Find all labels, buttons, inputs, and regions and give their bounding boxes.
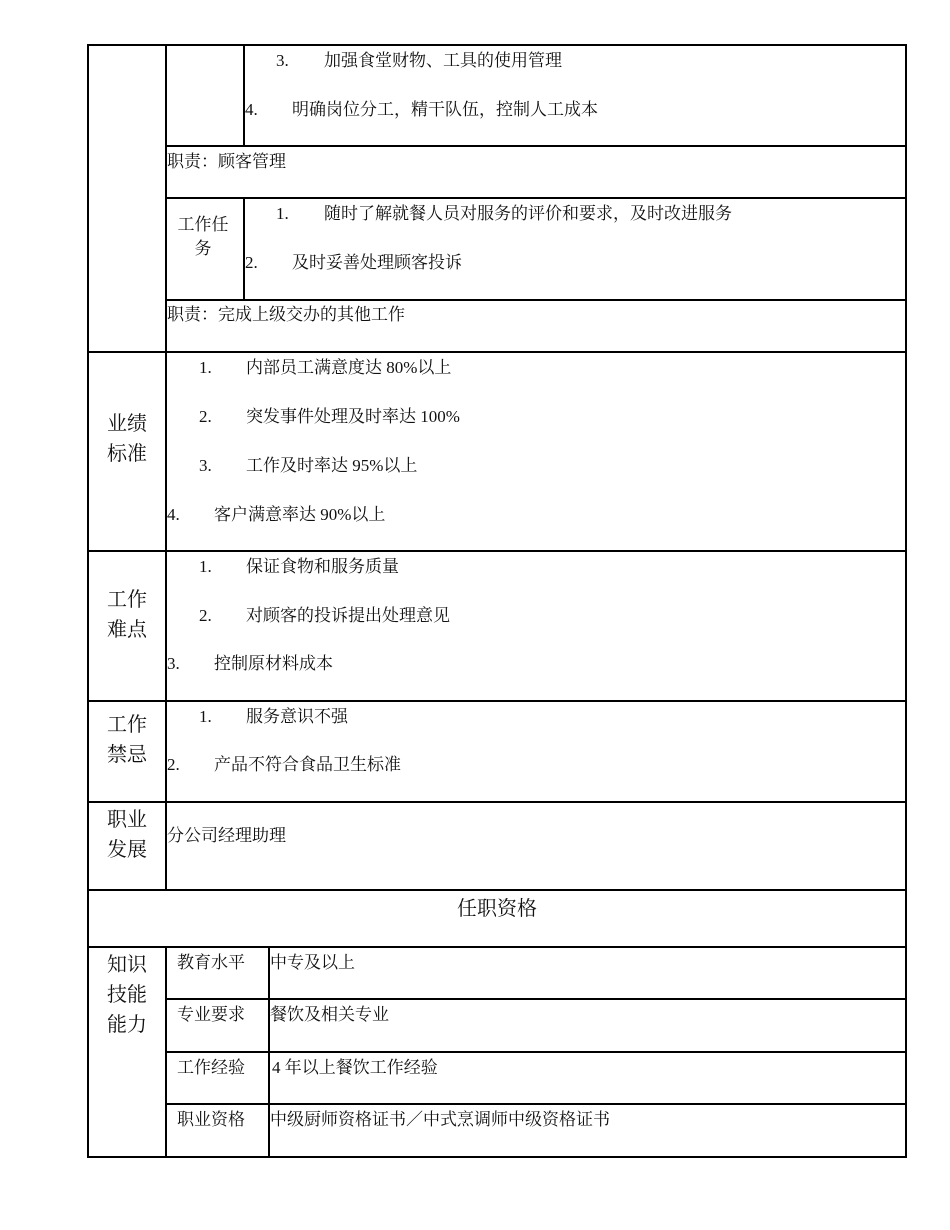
career-path: 分公司经理助理: [167, 826, 286, 845]
qualification-title: 任职资格: [457, 898, 537, 920]
label-line: 工作: [107, 714, 147, 736]
duty-customer-heading: 职责：顾客管理: [167, 152, 286, 171]
qualification-key: 职业资格: [177, 1110, 245, 1129]
list-number: 4.: [245, 100, 258, 119]
label-line: 发展: [107, 839, 147, 861]
label-line: 难点: [107, 619, 147, 641]
qualification-value: 餐饮及相关专业: [270, 1005, 389, 1024]
list-text: 服务意识不强: [246, 707, 348, 726]
qualification-key: 工作经验: [177, 1058, 245, 1077]
qualification-key: 专业要求: [177, 1005, 245, 1024]
label-line: 工作: [107, 589, 147, 611]
list-text: 突发事件处理及时率达 100%: [246, 407, 460, 426]
list-text: 随时了解就餐人员对服务的评价和要求，及时改进服务: [324, 204, 732, 223]
list-text: 内部员工满意度达 80%以上: [246, 358, 452, 377]
label-line: 标准: [107, 443, 147, 465]
list-number: 2.: [199, 407, 212, 426]
list-number: 1.: [199, 707, 212, 726]
list-text: 及时妥善处理顾客投诉: [292, 253, 462, 272]
label-line: 能力: [107, 1014, 147, 1036]
list-number: 2.: [245, 253, 258, 272]
qualification-key: 教育水平: [177, 953, 245, 972]
list-text: 加强食堂财物、工具的使用管理: [324, 51, 562, 70]
list-number: 1.: [199, 358, 212, 377]
list-number: 3.: [167, 654, 180, 673]
label-line: 技能: [107, 984, 147, 1006]
duty-other-heading: 职责：完成上级交办的其他工作: [167, 305, 405, 324]
career-label: [88, 805, 166, 865]
list-number: 2.: [199, 606, 212, 625]
list-text: 产品不符合食品卫生标准: [214, 755, 401, 774]
list-number: 3.: [199, 456, 212, 475]
performance-label: [88, 409, 166, 469]
list-number: 1.: [276, 204, 289, 223]
list-number: 3.: [276, 51, 289, 70]
list-number: 2.: [167, 755, 180, 774]
label-line: 禁忌: [107, 744, 147, 766]
task-label: 工作任务: [177, 215, 229, 258]
list-text: 明确岗位分工，精干队伍，控制人工成本: [292, 100, 598, 119]
qualification-value: 4 年以上餐饮工作经验: [272, 1058, 438, 1077]
label-line: 知识: [107, 954, 147, 976]
list-number: 4.: [167, 505, 180, 524]
label-line: 业绩: [107, 413, 147, 435]
list-text: 对顾客的投诉提出处理意见: [246, 606, 450, 625]
list-text: 工作及时率达 95%以上: [246, 456, 418, 475]
list-number: 1.: [199, 557, 212, 576]
taboo-label: [88, 710, 166, 770]
list-text: 保证食物和服务质量: [246, 557, 399, 576]
list-text: 控制原材料成本: [214, 654, 333, 673]
list-text: 客户满意率达 90%以上: [214, 505, 386, 524]
qualification-value: 中级厨师资格证书／中式烹调师中级资格证书: [270, 1110, 610, 1129]
qualification-label: [88, 950, 166, 1040]
label-line: 职业: [107, 809, 147, 831]
qualification-value: 中专及以上: [270, 953, 355, 972]
difficulty-label: [88, 585, 166, 645]
